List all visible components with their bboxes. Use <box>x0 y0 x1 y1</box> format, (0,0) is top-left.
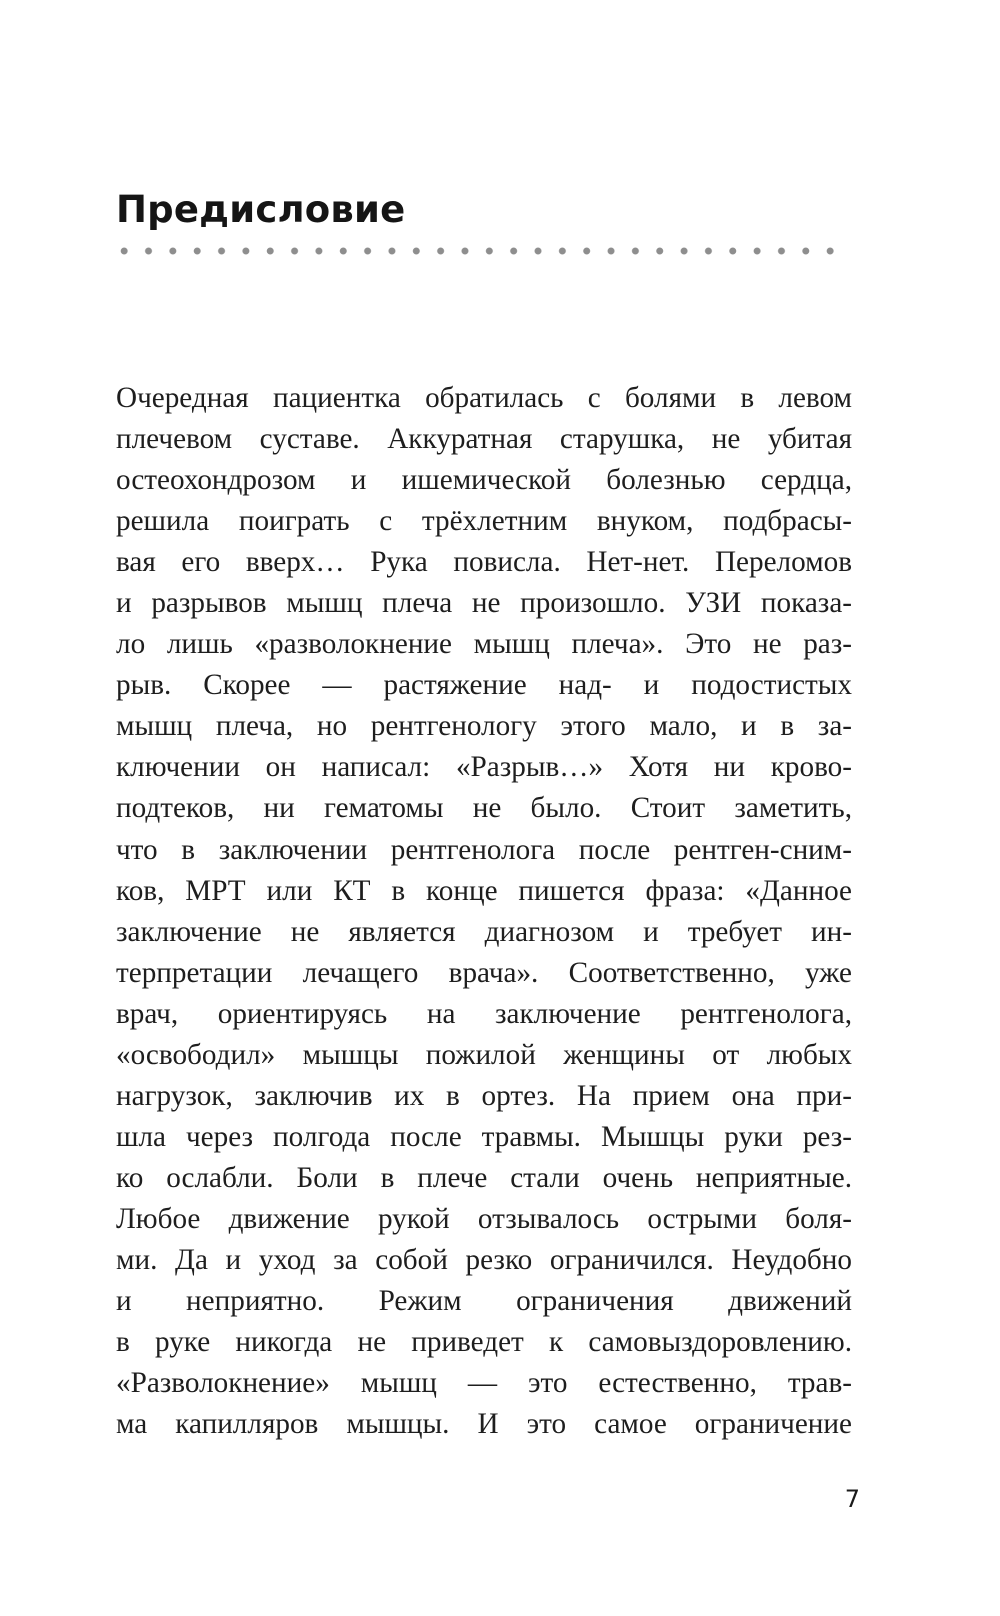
text-line: подтеков, ни гематомы не было. Стоит заметить, <box>116 792 852 825</box>
text-line: Любое движение рукой отзывалось острыми боля- <box>116 1202 852 1235</box>
text-line: и разрывов мышц плеча не произошло. УЗИ показа- <box>116 587 852 620</box>
page-number: 7 <box>844 1485 860 1513</box>
text-line: Очередная пациентка обратилась с болями в левом <box>116 382 852 414</box>
text-line: и неприятно. Режим ограничения движений <box>116 1285 852 1318</box>
text-line: ко ослабли. Боли в плече стали очень неприятные. <box>116 1161 852 1194</box>
text-line: что в заключении рентгенолога после рентген-сним- <box>116 833 852 866</box>
text-line: плечевом суставе. Аккуратная старушка, не убитая <box>116 423 852 456</box>
text-line: «Разволокнение» мышц — это естественно, трав- <box>116 1367 852 1400</box>
text-line: решила поиграть с трёхлетним внуком, подбрасы- <box>116 505 852 538</box>
text-line: мышц плеча, но рентгенологу этого мало, и в за- <box>116 710 852 743</box>
text-line: рыв. Скорее — растяжение над- и подостистых <box>116 669 852 702</box>
text-line: в руке никогда не приведет к самовыздоровлению. <box>116 1326 852 1359</box>
text-line: вая его вверх… Рука повисла. Нет-нет. Переломов <box>116 546 852 579</box>
text-line: ми. Да и уход за собой резко ограничился. Неудобно <box>116 1243 852 1276</box>
text-line: заключение не является диагнозом и требует ин- <box>116 915 852 948</box>
text-line: врач, ориентируясь на заключение рентгенолога, <box>116 997 852 1030</box>
text-line: «освободил» мышцы пожилой женщины от любых <box>116 1038 852 1071</box>
text-line: остеохондрозом и ишемической болезнью сердца, <box>116 464 852 497</box>
body-paragraph <box>116 378 852 1445</box>
text-line: ло лишь «разволокнение мышц плеча». Это не раз- <box>116 628 852 661</box>
page-title: Предисловие <box>116 188 406 231</box>
text-line: шла через полгода после травмы. Мышцы руки рез- <box>116 1120 852 1153</box>
text-line: ма капилляров мышцы. И это самое ограничение <box>116 1408 852 1441</box>
text-line: ков, МРТ или КТ в конце пишется фраза: «Данное <box>116 874 852 907</box>
dotted-divider <box>112 246 848 256</box>
text-line: ключении он написал: «Разрыв…» Хотя ни крово- <box>116 751 852 784</box>
text-line: терпретации лечащего врача». Соответственно, уже <box>116 956 852 989</box>
text-line: нагрузок, заключив их в ортез. На прием она при- <box>116 1079 852 1112</box>
